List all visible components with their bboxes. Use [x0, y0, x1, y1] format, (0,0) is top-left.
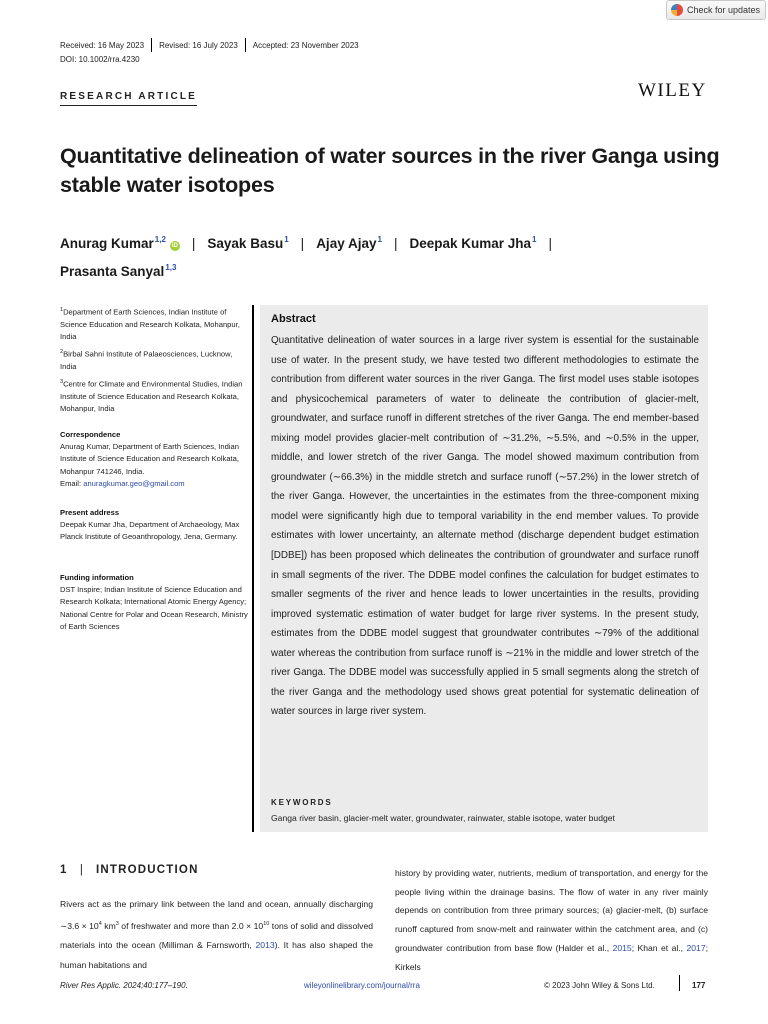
correspondence-email-line [60, 478, 250, 490]
received-date: Received: 16 May 2023 [60, 40, 145, 50]
abstract-rule [252, 305, 254, 832]
author-separator: | [393, 236, 398, 251]
publisher-logo: WILEY [638, 80, 707, 101]
citation-link[interactable]: 2013 [255, 940, 275, 951]
author-affiliation-ref: 1,2 [154, 235, 166, 244]
author-name: Prasanta Sanyal [60, 264, 165, 279]
author-separator: | [300, 236, 305, 251]
present-address-block [60, 507, 250, 544]
text-run: of freshwater and more than 2.0 × 10 [118, 920, 264, 931]
funding-text: DST Inspire; Indian Institute of Science Education and Research Kolkata; International Atomic Energy Agency; National Centre for Polar and Ocean Research, Ministry of Earth Sciences [60, 585, 248, 631]
funding-block [60, 572, 250, 633]
correspondence-text: Anurag Kumar, Department of Earth Sciences, Indian Institute of Science Education and Research Kolkata, Mohanpur 741246, India. [60, 442, 239, 476]
affiliation-number: 2 [60, 349, 64, 355]
revised-date: Revised: 16 July 2023 [159, 40, 238, 50]
affiliation-number: 1 [60, 307, 64, 313]
text-run: tons of solid and dissolved materials into the ocean (Milliman & Farnsworth, [60, 920, 374, 951]
exponent: 10 [263, 920, 270, 927]
author-affiliation-ref: 1 [532, 235, 537, 244]
correspondence-block [60, 429, 250, 490]
text-run: ; Kirkels [395, 942, 709, 972]
author-name: Ajay Ajay [316, 236, 377, 251]
funding-heading: Funding information [60, 573, 134, 582]
paper-title: Quantitative delineation of water sources in the river Ganga using stable water isotopes [60, 144, 720, 197]
author-list [60, 228, 720, 284]
author-affiliation-ref: 1,3 [165, 263, 177, 272]
accepted-date: Accepted: 23 November 2023 [252, 40, 359, 50]
check-for-updates-button[interactable] [666, 0, 766, 20]
citation-link[interactable]: 2017 [686, 942, 706, 953]
article-type: RESEARCH ARTICLE [60, 91, 197, 106]
affiliation-1 [60, 304, 250, 343]
present-address-text: Deepak Kumar Jha, Department of Archaeology, Max Planck Institute of Geoanthropology, Jena, Germany. [60, 520, 240, 542]
crossmark-icon [671, 4, 683, 16]
author-name: Deepak Kumar Jha [409, 236, 532, 251]
article-dates [60, 38, 359, 52]
intro-column-1 [60, 895, 373, 975]
section-heading-introduction [60, 864, 199, 876]
text-run: ; Khan et al., [631, 942, 687, 953]
text-run: Rivers act as the primary link between the land and ocean, annually discharging ∼3.6 × 10 [60, 899, 373, 931]
abstract-heading: Abstract [271, 313, 316, 325]
affiliation-text: Birbal Sahni Institute of Palaeosciences, Lucknow, India [60, 349, 233, 371]
author-name: Sayak Basu [207, 236, 284, 251]
section-separator: | [79, 864, 84, 876]
footer-divider [679, 975, 680, 991]
citation-link[interactable]: 2015 [612, 942, 632, 953]
abstract-text: Quantitative delineation of water sources in a large river system is essential for the sustainable use of water. In the present study, we have tested two different methodologies to estimate the contribution from different water sources in the river Ganga. The first model uses stable isotopes and physicochemical parameters of water to delineate the contribution of glacier-melt, groundwater, and surface runoff in different stretches of the river Ganga. The end member-based mixing model provides glacier-melt contribution of ∼31.2%, ∼5.5%, and ∼0.5% in the upper, middle, and lower stretch of the river Ganga. The model showed maximum contribution from groundwater (∼66.3%) in the middle stretch and surface runoff (∼57.2%) in the lower stretch of the river Ganga. However, the uncertainties in the estimates from the three-component mixing model were significantly high due to temporal variability in the end member values. To provide estimates with lower uncertainty, an alternate method (discharge dependent budget estimation [DDBE]) has been proposed which delineates the contribution of groundwater and surface runoff in small segments of the river. The DDBE model confines the calculation for budget estimates to smaller segments of the river and hence leads to lower uncertainties in the results, providing improved systematic estimation of water budget for large river systems. In the present study, estimates from the DDBE model suggest that groundwater contributes ∼79% of the additional water whereas the contribution from surface runoff is ∼21% in the middle and lower stretch of the river Ganga. The DDBE model was successfully applied in 5 small segments along the stretch of the river Ganga and the methodology used shows great potential for systematic delineation of water sources in large river system. [271, 335, 699, 718]
footer-copyright: © 2023 John Wiley & Sons Ltd. [544, 981, 655, 990]
keywords-text: Ganga river basin, glacier-melt water, groundwater, rainwater, stable isotope, water budget [271, 813, 615, 823]
keywords-heading: KEYWORDS [271, 798, 333, 807]
exponent: 4 [98, 920, 102, 927]
affiliation-number: 3 [60, 379, 64, 385]
page-number: 177 [692, 981, 706, 990]
intro-column-2 [395, 864, 708, 976]
email-link[interactable]: anuragkumar.geo@gmail.com [83, 478, 185, 488]
email-label: Email: [60, 478, 84, 488]
author-separator: | [548, 236, 552, 251]
correspondence-heading: Correspondence [60, 430, 121, 439]
affiliation-3 [60, 376, 250, 415]
author-separator: | [191, 236, 196, 251]
affiliation-2 [60, 346, 250, 373]
section-number: 1 [60, 864, 68, 876]
section-title: INTRODUCTION [96, 864, 199, 876]
footer-journal: River Res Applic. 2024;40:177–190. [60, 981, 188, 990]
author-affiliation-ref: 1 [377, 235, 382, 244]
present-address-heading: Present address [60, 508, 120, 517]
affiliation-text: Department of Earth Sciences, Indian Institute of Science Education and Research Kolkata, Mohanpur, India [60, 307, 240, 341]
text-run: km [101, 920, 116, 931]
exponent: 3 [115, 920, 119, 927]
text-run: ). It has also shaped the human habitations and [60, 940, 373, 970]
check-for-updates-label: Check for updates [687, 5, 761, 15]
orcid-icon[interactable]: iD [171, 243, 178, 249]
author-name: Anurag Kumar [60, 236, 154, 251]
author-affiliation-ref: 1 [284, 235, 289, 244]
divider [245, 38, 246, 52]
affiliation-text: Centre for Climate and Environmental Studies, Indian Institute of Science Education and Research Kolkata, Mohanpur, India [60, 379, 243, 413]
footer-url[interactable]: wileyonlinelibrary.com/journal/rra [304, 981, 420, 990]
divider [151, 38, 152, 52]
text-run: history by providing water, nutrients, medium of transportation, and energy for the people living within the drainage basins. The flow of water in any river mainly depends on contribution from three primary sources; (a) glacier-melt, (b) surface runoff captured from snow-melt and rainwater within the catchment area, and (c) groundwater contribution from base flow (Halder et al., [395, 868, 708, 953]
doi: DOI: 10.1002/rra.4230 [60, 55, 140, 64]
